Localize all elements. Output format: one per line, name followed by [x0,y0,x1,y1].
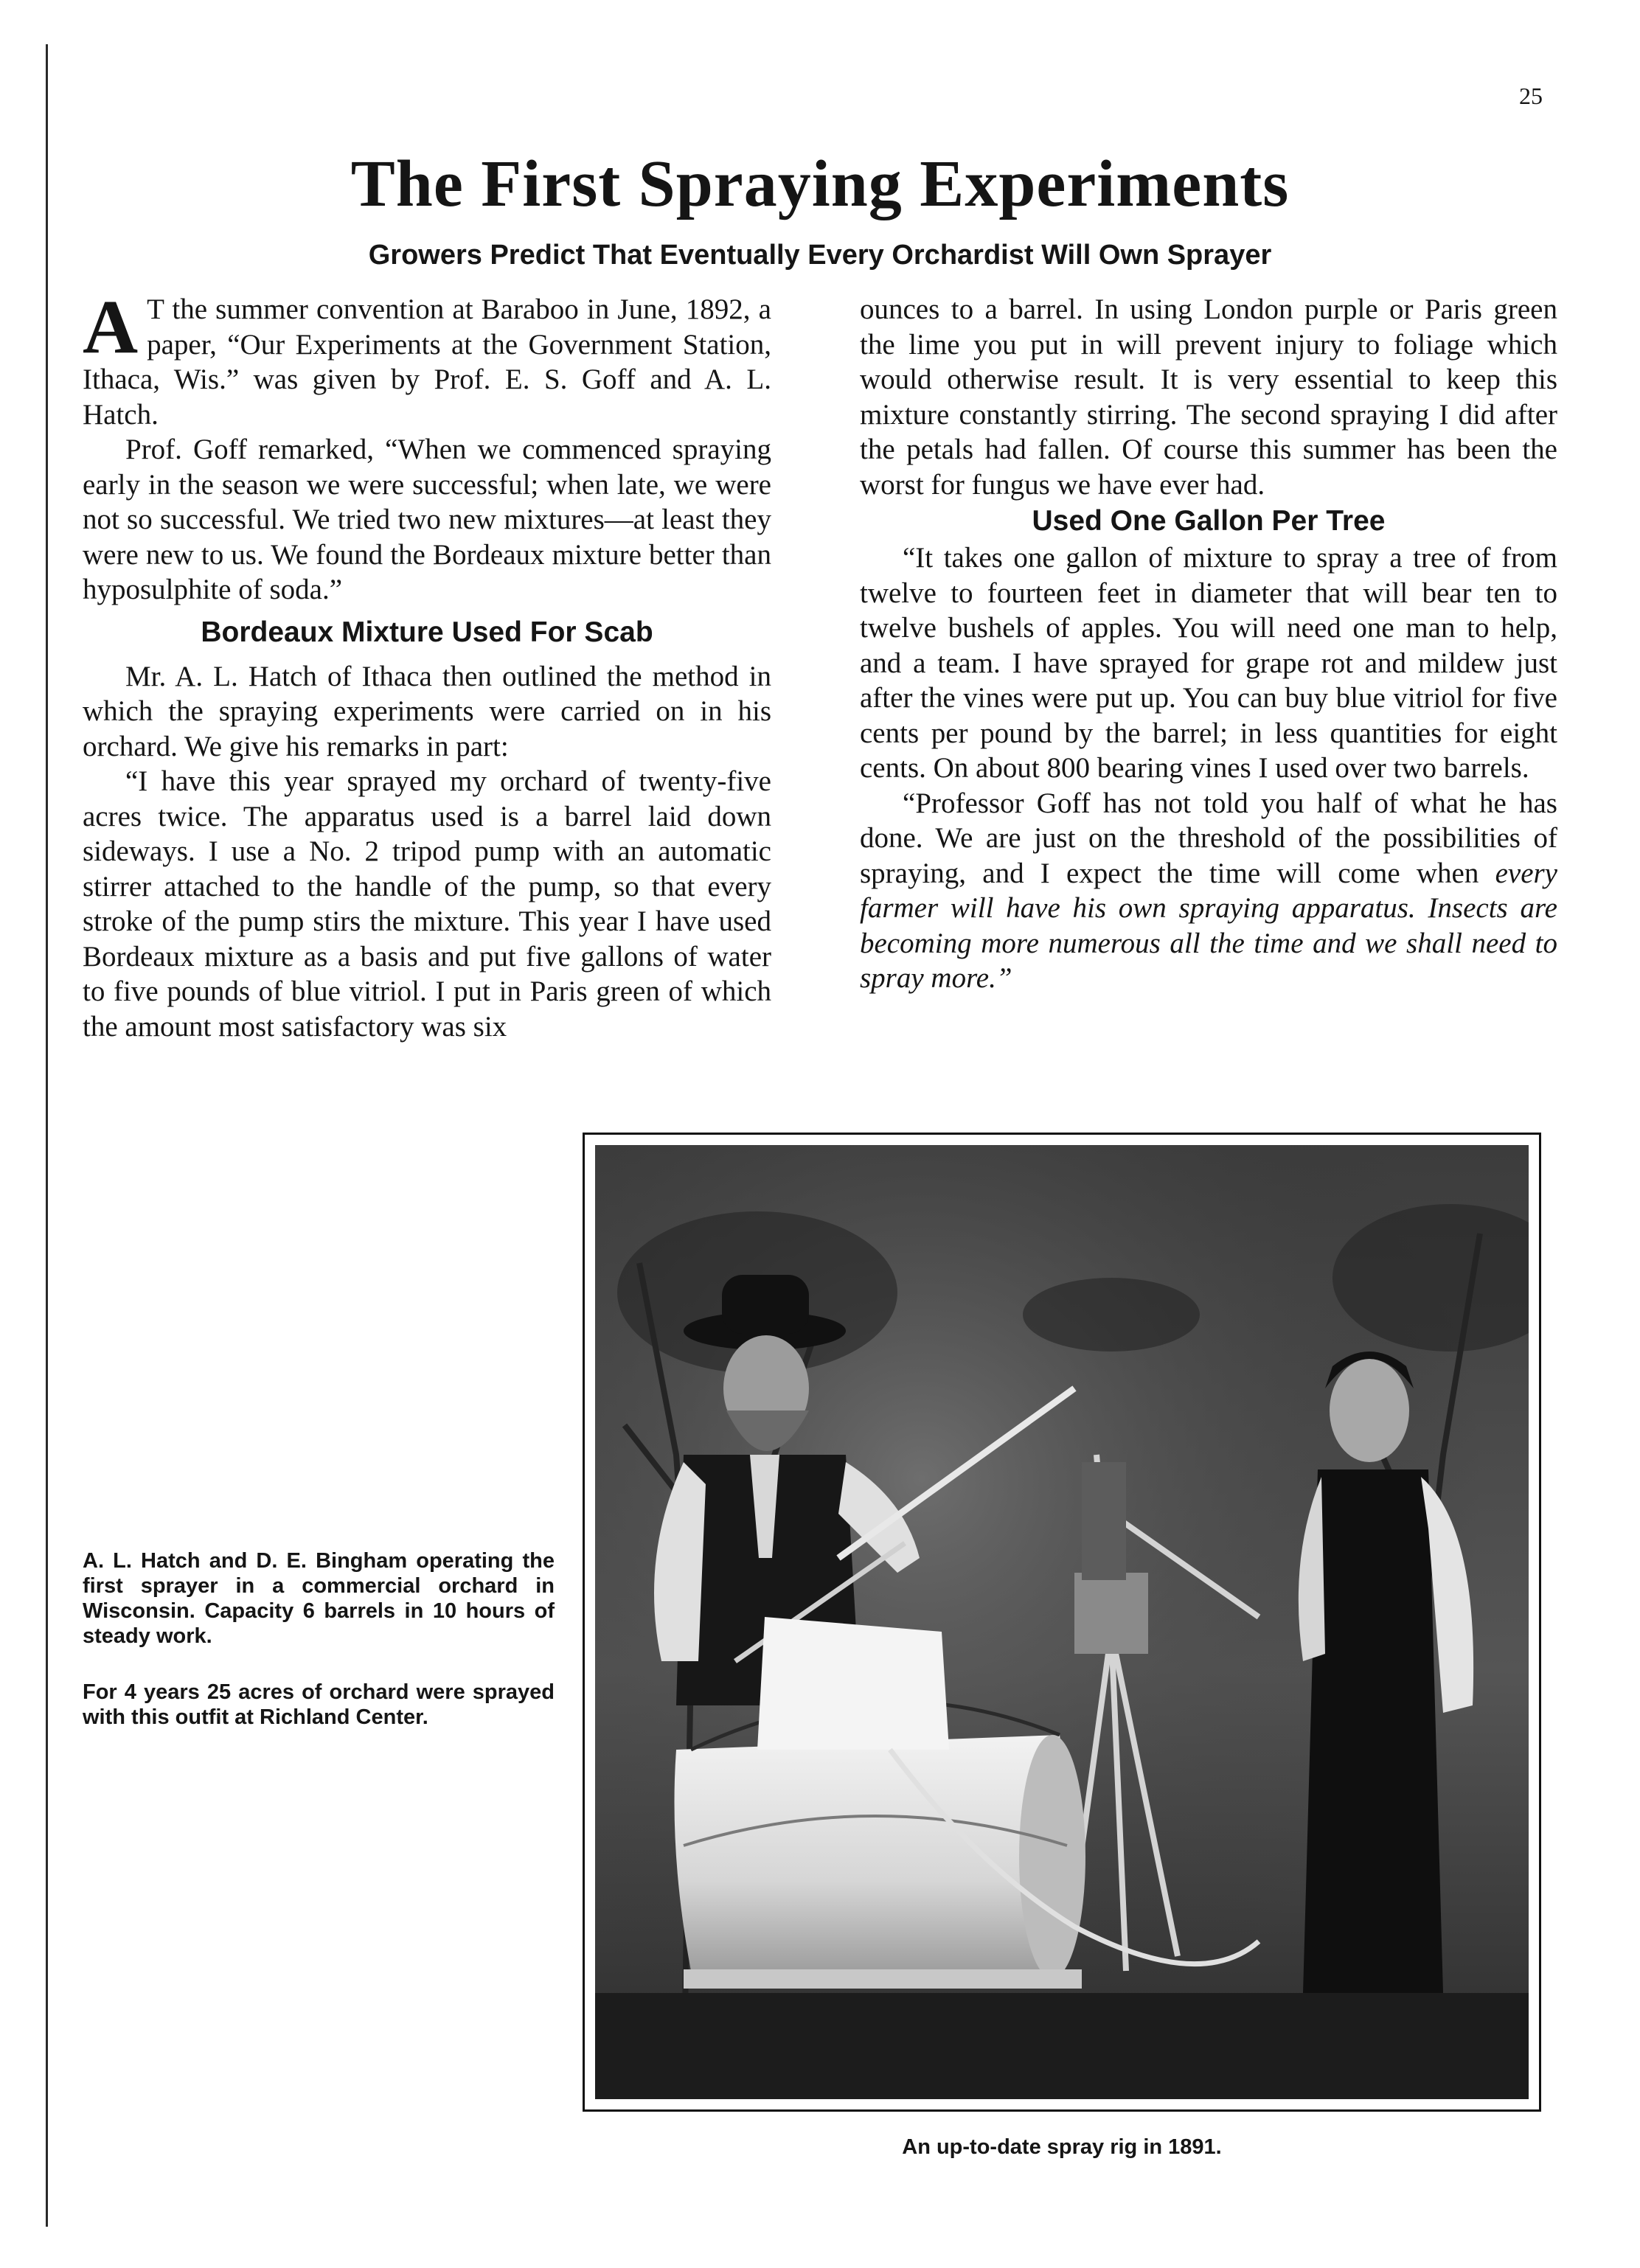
closing-italic-text: every farmer will have his own spraying apparatus. Insects are becoming more numerous all the time and we shall need to spray more.” [860,857,1557,994]
spray-rig-illustration [595,1145,1529,2099]
section-heading-bordeaux: Bordeaux Mixture Used For Scab [201,616,653,648]
section-heading-gallon: Used One Gallon Per Tree [1032,505,1386,537]
intro-text: T the summer convention at Baraboo in June, 1892, a paper, “Our Experiments at the Government Station, Ithaca, Wis.” was given by Prof. E. S. Goff and A. L. Hatch. [83,293,771,431]
page-number: 25 [1519,83,1543,109]
spray-rig-photo [583,1133,1541,2112]
right-column [860,292,1557,996]
closing-paragraph [860,786,1557,996]
continued-paragraph: ounces to a barrel. In using London purple or Paris green the lime you put in will prevent injury to foliage which would otherwise result. It is very essential to keep this mixture constantly stirring. The second spraying I did after the petals had fallen. Of course this summer has been the worst for fungus we have ever had. [860,293,1557,501]
margin-rule [46,44,48,2227]
intro-paragraph [83,285,771,432]
photo-caption-bottom: An up-to-date spray rig in 1891. [902,2135,1222,2159]
drop-cap: A [83,285,139,369]
gallon-paragraph: “It takes one gallon of mixture to spray a tree of from twelve to fourteen feet in diameter that will bear ten to twelve bushels of apples. You will need one man to help, and a team. I have sprayed for grape rot and mildew just after the vines were put up. You can buy blue vitriol for five cents per pound by the barrel; in less quantities for eight cents. On about 800 bearing vines I used over two barrels. [860,542,1557,784]
hatch-quote-paragraph: “I have this year sprayed my orchard of twenty-five acres twice. The apparatus used is a barrel laid down sideways. I use a No. 2 tripod pump with an automatic stirrer attached to the handle of the pump, so that every stroke of the pump stirs the mixture. This year I have used Bordeaux mixture as a basis and put five gallons of water to five pounds of blue vitriol. I put in Paris green of which the amount most satisfactory was six [83,765,771,1043]
closing-text: “Professor Goff has not told you half of what he has done. We are just on the threshold of the possibilities of spraying, and I expect the time will come when [860,787,1557,889]
left-column [83,285,771,1044]
article-subtitle: Growers Predict That Eventually Every Orchardist Will Own Sprayer [368,240,1272,271]
goff-paragraph: Prof. Goff remarked, “When we commenced spraying early in the season we were successful; when late, we were not so successful. We tried two new mixtures—at least they were new to us. We found the Bordeaux mixture better than hyposulphite of soda.” [83,434,771,605]
photo-caption-note: For 4 years 25 acres of orchard were sprayed with this outfit at Richland Center. [83,1680,555,1729]
article-title: The First Spraying Experiments [350,147,1290,220]
hatch-intro-paragraph: Mr. A. L. Hatch of Ithaca then outlined the method in which the spraying experiments were carried on in his orchard. We give his remarks in part: [83,660,771,762]
photo-caption-side: A. L. Hatch and D. E. Bingham operating the first sprayer in a commercial orchard in Wisconsin. Capacity 6 barrels in 10 hours of steady work. [83,1549,555,1648]
